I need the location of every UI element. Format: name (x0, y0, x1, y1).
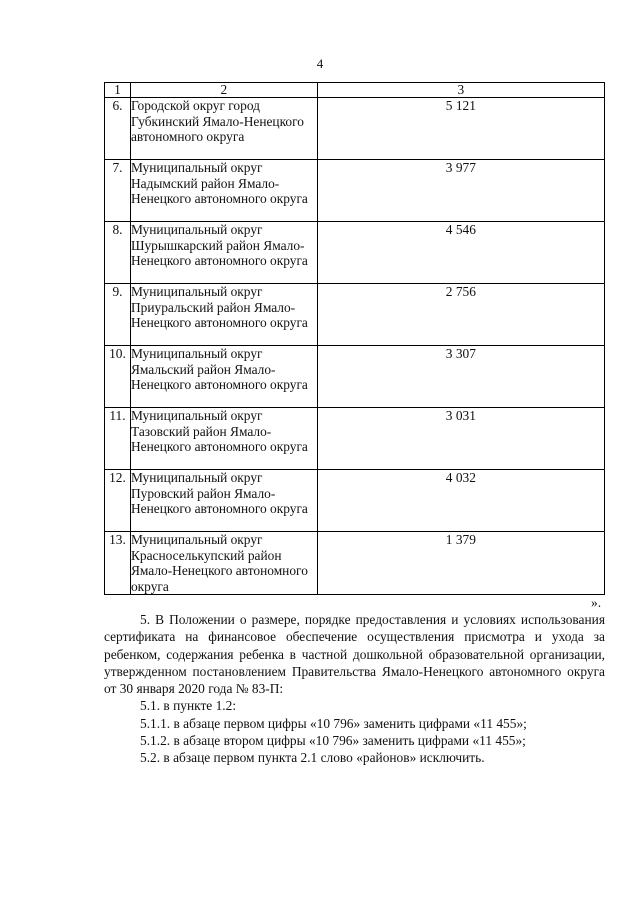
document-body (104, 611, 605, 767)
row-number: 6. (105, 98, 131, 160)
table-row (105, 408, 605, 470)
municipality-name: Муниципальный округ Приуральский район Ямало-Ненецкого автономного округа (130, 284, 317, 346)
column-header-1: 1 (105, 83, 131, 98)
row-value: 2 756 (317, 284, 604, 346)
row-number: 8. (105, 222, 131, 284)
table-row (105, 160, 605, 222)
data-table (104, 82, 605, 595)
municipality-name: Муниципальный округ Надымский район Ямало-Ненецкого автономного округа (130, 160, 317, 222)
row-value: 4 546 (317, 222, 604, 284)
municipality-name: Муниципальный округ Красноселькупский район Ямало-Ненецкого автономного округа (130, 532, 317, 595)
row-value: 4 032 (317, 470, 604, 532)
paragraph-5: 5. В Положении о размере, порядке предоставления и условиях использования сертификата на финансовое обеспечение осуществления присмотра и ухода за ребенком, содержания ребенка в частной дошкольной образовательной организации, утвержденном постановлением Правительства Ямало-Ненецкого автономного округа от 30 января 2020 года № 83-П: (104, 612, 605, 697)
row-value: 1 379 (317, 532, 604, 595)
page-number: 4 (316, 56, 324, 71)
municipality-name: Муниципальный округ Тазовский район Ямало-Ненецкого автономного округа (130, 408, 317, 470)
row-value: 3 307 (317, 346, 604, 408)
table-header-row (105, 83, 605, 98)
item-5-2: 5.2. в абзаце первом пункта 2.1 слово «районов» исключить. (140, 750, 485, 766)
item-5-1: 5.1. в пункте 1.2: (140, 698, 237, 714)
row-number: 10. (105, 346, 131, 408)
row-value: 3 977 (317, 160, 604, 222)
item-5-1-1: 5.1.1. в абзаце первом цифры «10 796» заменить цифрами «11 455»; (140, 715, 527, 731)
table-row (105, 284, 605, 346)
table-row (105, 470, 605, 532)
row-number: 12. (105, 470, 131, 532)
table-row (105, 532, 605, 595)
municipality-name: Муниципальный округ Пуровский район Ямало-Ненецкого автономного округа (130, 470, 317, 532)
table-closing-quote: ». (591, 595, 602, 610)
row-number: 7. (105, 160, 131, 222)
municipality-name: Городской округ город Губкинский Ямало-Ненецкого автономного округа (130, 98, 317, 160)
table-row (105, 98, 605, 160)
row-value: 3 031 (317, 408, 604, 470)
item-5-1-2: 5.1.2. в абзаце втором цифры «10 796» заменить цифрами «11 455»; (140, 733, 526, 749)
column-header-3: 3 (317, 83, 604, 98)
row-number: 11. (105, 408, 131, 470)
municipality-name: Муниципальный округ Шурышкарский район Ямало-Ненецкого автономного округа (130, 222, 317, 284)
table-row (105, 222, 605, 284)
row-value: 5 121 (317, 98, 604, 160)
column-header-2: 2 (130, 83, 317, 98)
row-number: 9. (105, 284, 131, 346)
municipality-name: Муниципальный округ Ямальский район Ямало-Ненецкого автономного округа (130, 346, 317, 408)
row-number: 13. (105, 532, 131, 595)
table-row (105, 346, 605, 408)
